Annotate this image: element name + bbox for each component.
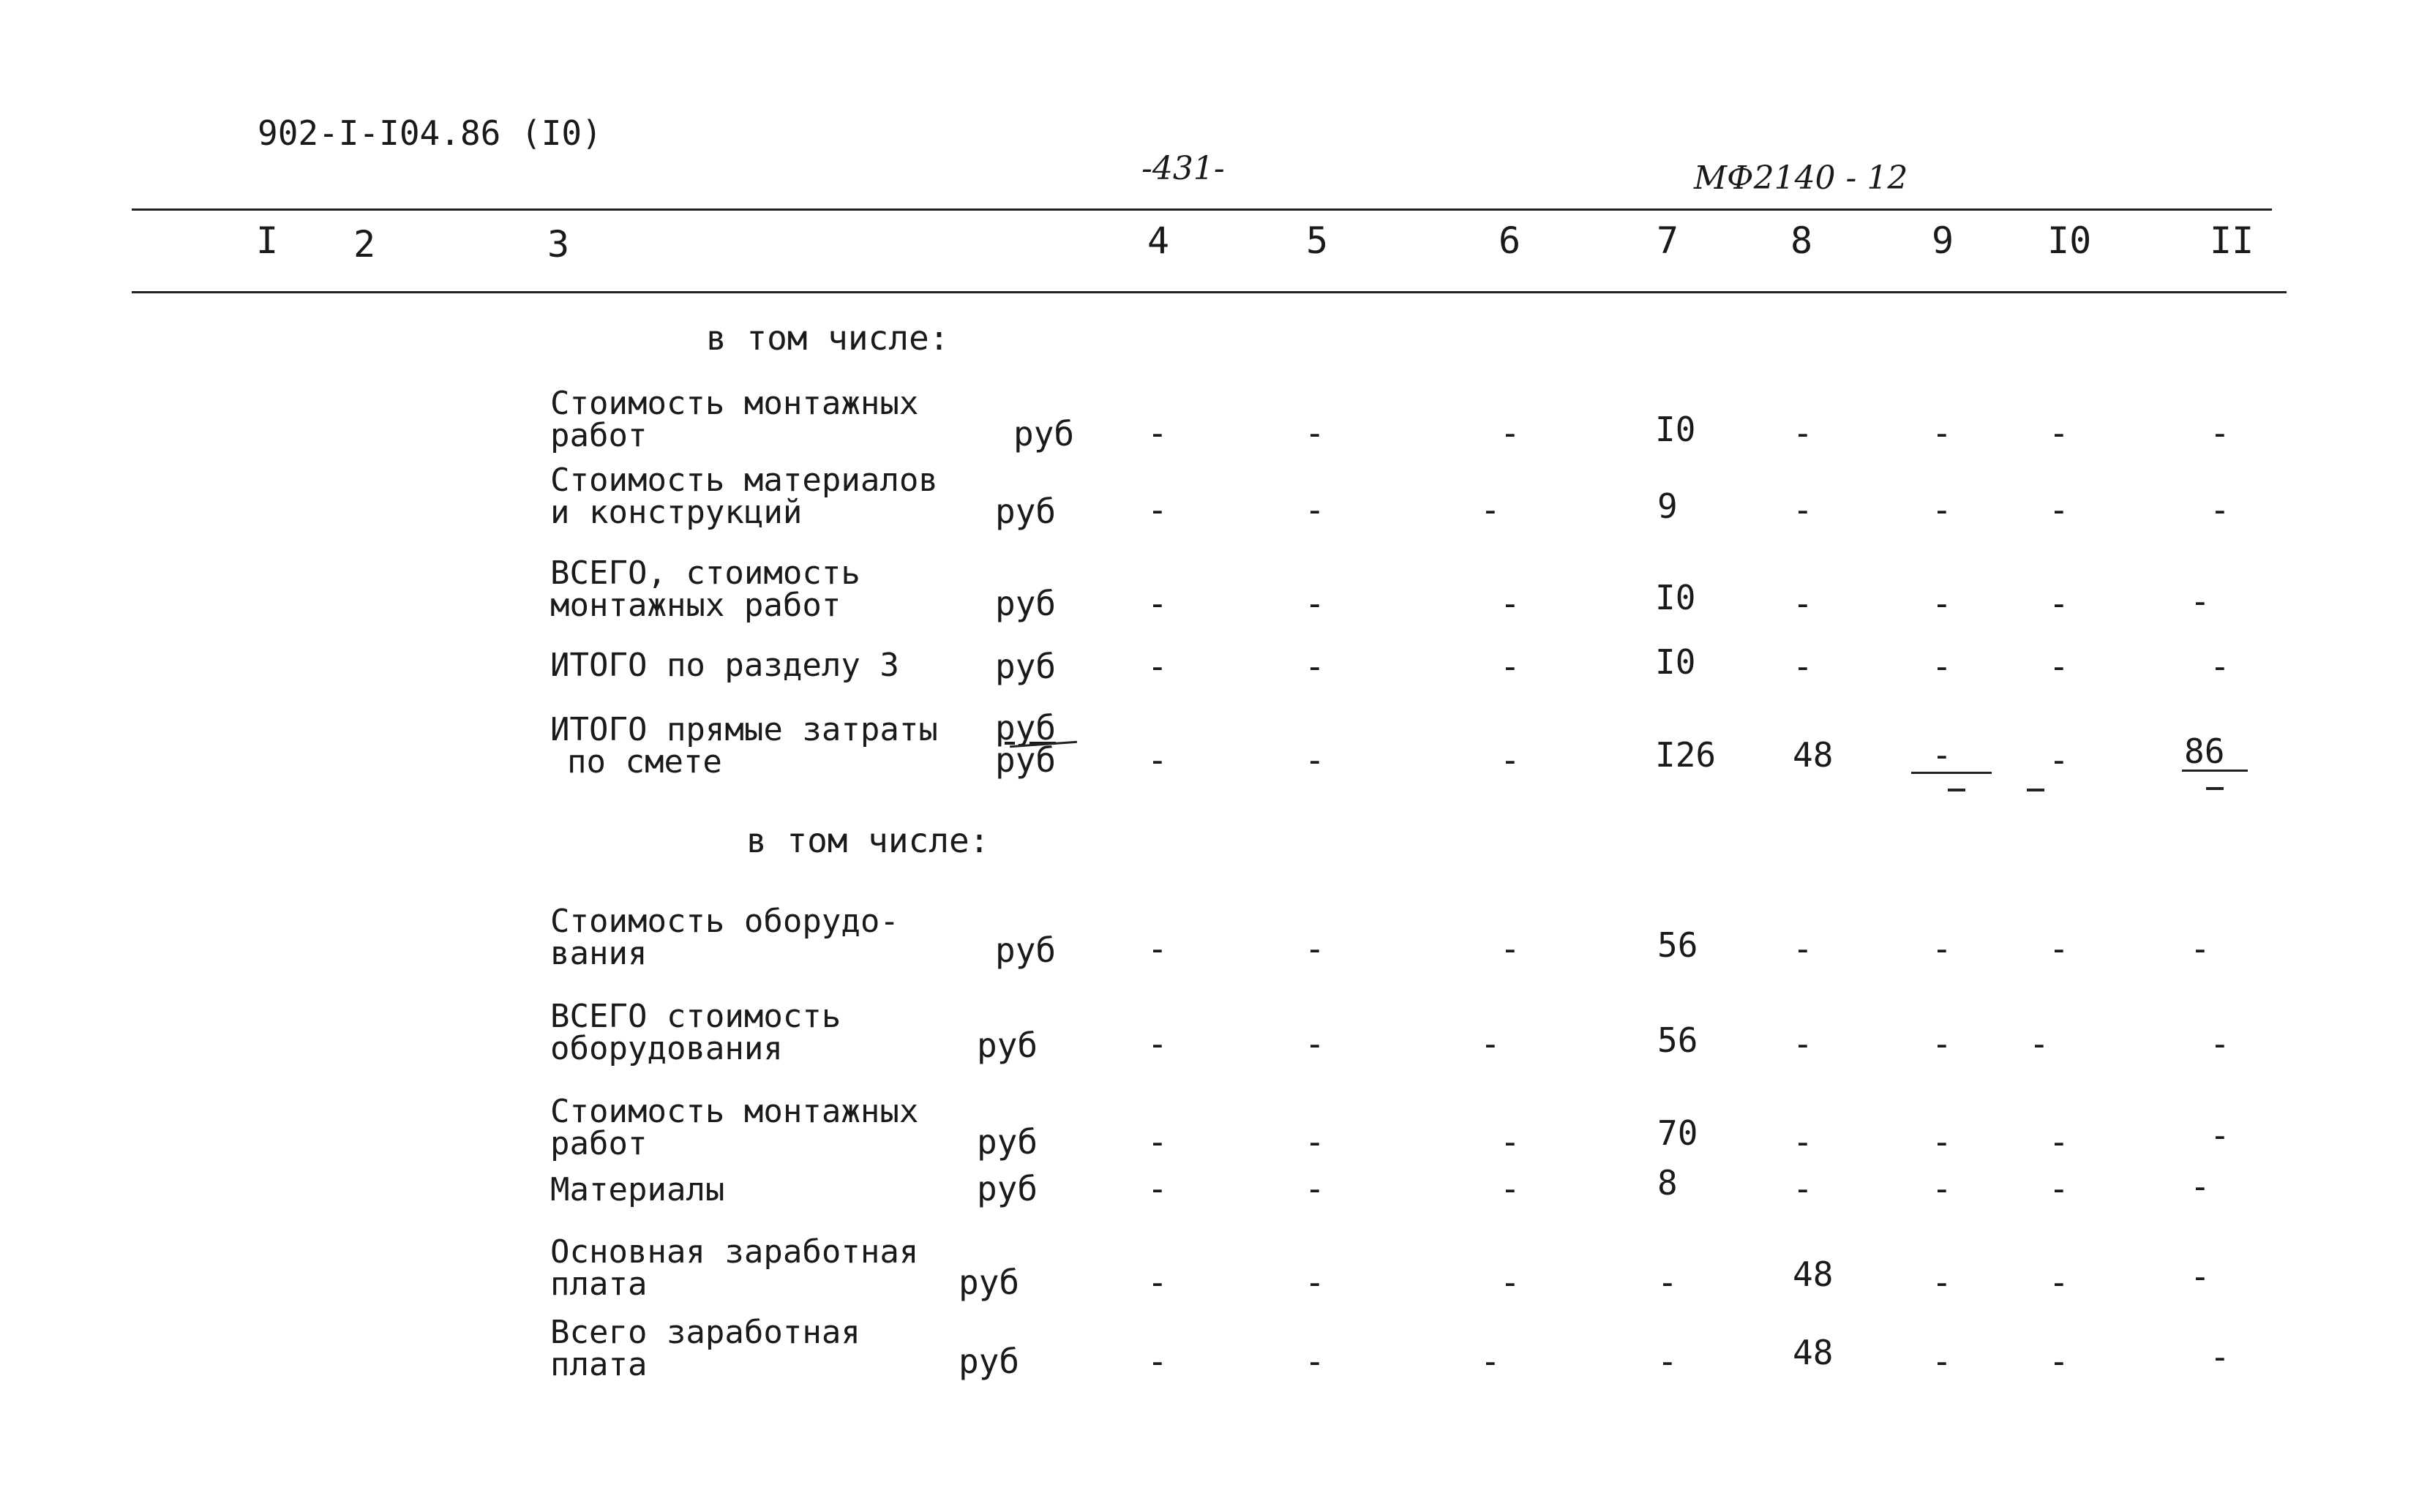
cell-col10: - — [2049, 413, 2069, 453]
cell-col7: - — [1657, 1342, 1678, 1381]
cell-col6: - — [1500, 1169, 1520, 1208]
row-unit: руб — [995, 708, 1057, 748]
row-unit: руб — [959, 1263, 1020, 1302]
cell-col4: - — [1147, 929, 1168, 968]
cell-col7: I26 — [1655, 735, 1717, 775]
cell-col7: 56 — [1657, 1020, 1698, 1060]
cell-col10: - — [2049, 740, 2069, 780]
row-label-line1: ИТОГО по разделу 3 — [550, 647, 899, 684]
row-label-line1: Материалы — [550, 1171, 725, 1208]
cell-col5: - — [1305, 490, 1325, 530]
row-label-line1: Стоимость монтажных — [550, 385, 919, 422]
denominator-dash — [2206, 787, 2224, 790]
cell-col7: 8 — [1657, 1163, 1678, 1203]
cell-col11: - — [2190, 929, 2210, 968]
cell-col11: - — [2210, 1337, 2230, 1377]
column-header-4: 4 — [1147, 219, 1170, 262]
cell-col4: - — [1147, 740, 1168, 780]
column-header-3: 3 — [547, 223, 570, 266]
cell-col5: - — [1305, 1169, 1325, 1208]
fraction-line — [2182, 770, 2248, 772]
row-label-line1: Всего заработная — [550, 1314, 860, 1351]
cell-col8: - — [1793, 490, 1813, 530]
cell-col9: - — [1932, 1122, 1952, 1162]
header-top-rule — [132, 208, 2272, 211]
page-number: -431- — [1141, 150, 1225, 187]
row-label-line2: плата — [550, 1346, 648, 1383]
column-header-5: 5 — [1306, 219, 1329, 262]
row-label-line2: оборудования — [550, 1030, 783, 1067]
cell-col7: I0 — [1655, 642, 1696, 682]
row-label-line1: ИТОГО прямые затраты — [550, 711, 938, 748]
row-unit: руб — [977, 1026, 1038, 1065]
row-label-line2: монтажных работ — [550, 587, 841, 624]
cell-col8: 48 — [1793, 735, 1834, 775]
cell-col9: - — [1932, 1024, 1952, 1064]
cell-col11: - — [2190, 1167, 2210, 1206]
cell-col10: - — [2049, 584, 2069, 623]
cell-col6: - — [1500, 647, 1520, 686]
cell-col10: - — [2049, 647, 2069, 686]
row-label-line1: Стоимость оборудо- — [550, 903, 899, 940]
cell-col6: - — [1500, 413, 1520, 453]
cell-col4: - — [1147, 1169, 1168, 1208]
cell-col6: - — [1500, 1263, 1520, 1302]
cell-col6: - — [1500, 1122, 1520, 1162]
cell-col5: - — [1305, 584, 1325, 623]
column-header-7: 7 — [1657, 219, 1679, 262]
cell-col9: - — [1932, 584, 1952, 623]
column-header-10: I0 — [2047, 219, 2092, 262]
row-unit: руб — [959, 1342, 1020, 1381]
denominator-dash — [2027, 789, 2044, 791]
cell-col9: - — [1932, 929, 1952, 968]
row-unit: руб — [995, 647, 1057, 686]
denominator-dash — [1948, 789, 1965, 791]
cell-col8: - — [1793, 584, 1813, 623]
subheading-including: в том числе: — [746, 821, 990, 860]
cell-col7: I0 — [1655, 410, 1696, 449]
cell-col4: - — [1147, 1122, 1168, 1162]
cell-col11: - — [2210, 1116, 2230, 1155]
cell-col5: - — [1305, 1122, 1325, 1162]
row-label-line2: плата — [550, 1265, 648, 1303]
row-unit: руб — [995, 492, 1057, 531]
row-unit: руб — [977, 1169, 1038, 1208]
header-bottom-rule — [132, 291, 2287, 293]
cell-col5: - — [1305, 1263, 1325, 1302]
cell-col8: - — [1793, 929, 1813, 968]
cell-col11: - — [2210, 490, 2230, 530]
cell-col7: 56 — [1657, 925, 1698, 965]
subheading-including: в том числе: — [706, 318, 950, 358]
row-unit-secondary: руб — [995, 740, 1057, 780]
row-label-line2: по смете — [567, 743, 722, 781]
cell-col9: - — [1932, 647, 1952, 686]
cell-col10: - — [2049, 1169, 2069, 1208]
cell-col4: - — [1147, 647, 1168, 686]
document-code: 902-I-I04.86 (I0) — [258, 113, 602, 153]
cell-col4: - — [1147, 1024, 1168, 1064]
cell-col4: - — [1147, 413, 1168, 453]
cell-col7: 9 — [1657, 486, 1678, 526]
row-label-line1: Стоимость материалов — [550, 462, 938, 499]
cell-col9: - — [1932, 1263, 1952, 1302]
cell-col10: - — [2049, 490, 2069, 530]
cell-col10: - — [2049, 1263, 2069, 1302]
cell-col11: - — [2210, 647, 2230, 686]
cell-col7: I0 — [1655, 578, 1696, 617]
column-header-11: II — [2210, 219, 2254, 262]
cell-col9: - — [1932, 735, 1952, 775]
cell-col8: - — [1793, 1169, 1813, 1208]
row-label-line2: работ — [550, 417, 648, 454]
cell-col9: - — [1932, 1342, 1952, 1381]
cell-col7: - — [1657, 1263, 1678, 1302]
cell-col11: - — [2190, 582, 2210, 621]
cell-col5: - — [1305, 413, 1325, 453]
cell-col8: - — [1793, 647, 1813, 686]
cell-col10: - — [2049, 1342, 2069, 1381]
cell-col8: 48 — [1793, 1333, 1834, 1372]
cell-col9: - — [1932, 413, 1952, 453]
cell-col5: - — [1305, 1024, 1325, 1064]
cell-col4: - — [1147, 490, 1168, 530]
cell-col10: - — [2049, 929, 2069, 968]
cell-col8: 48 — [1793, 1255, 1834, 1294]
cell-col8: - — [1793, 1122, 1813, 1162]
fraction-line — [1911, 772, 1992, 774]
cell-col8: - — [1793, 1024, 1813, 1064]
cell-col6: - — [1500, 584, 1520, 623]
cell-col4: - — [1147, 584, 1168, 623]
row-label-line2: вания — [550, 935, 648, 972]
row-label-line1: ВСЕГО, стоимость — [550, 554, 860, 592]
cell-col6: - — [1480, 1342, 1501, 1381]
row-label-line2: и конструкций — [550, 494, 803, 531]
row-unit: руб — [995, 930, 1057, 970]
cell-col4: - — [1147, 1263, 1168, 1302]
row-label-line2: работ — [550, 1125, 648, 1162]
cell-col6: - — [1480, 1024, 1501, 1064]
cell-col5: - — [1305, 647, 1325, 686]
cell-col7: 70 — [1657, 1113, 1698, 1153]
cell-col11: - — [2210, 413, 2230, 453]
cell-col4: - — [1147, 1342, 1168, 1381]
cell-col5: - — [1305, 1342, 1325, 1381]
row-unit: руб — [977, 1122, 1038, 1162]
cell-col5: - — [1305, 740, 1325, 780]
cell-col6: - — [1500, 929, 1520, 968]
cell-col5: - — [1305, 929, 1325, 968]
cell-col8: - — [1793, 413, 1813, 453]
cell-col11: 86 — [2184, 731, 2225, 771]
column-header-2: 2 — [353, 223, 376, 266]
cell-col11: - — [2210, 1024, 2230, 1064]
column-header-6: 6 — [1499, 219, 1521, 262]
column-header-1: I — [256, 219, 279, 262]
row-label-line1: Основная заработная — [550, 1233, 919, 1271]
column-header-9: 9 — [1932, 219, 1954, 262]
cell-col10: - — [2029, 1024, 2049, 1064]
cell-col9: - — [1932, 1169, 1952, 1208]
row-label-line1: Стоимость монтажных — [550, 1093, 919, 1130]
row-label-line1: ВСЕГО стоимость — [550, 998, 841, 1035]
cell-col9: - — [1932, 490, 1952, 530]
cell-col10: - — [2049, 1122, 2069, 1162]
handwritten-reference: МФ2140 - 12 — [1694, 159, 1908, 197]
row-unit: руб — [995, 584, 1057, 623]
cell-col11: - — [2190, 1257, 2210, 1296]
row-unit: руб — [1013, 414, 1075, 454]
column-header-8: 8 — [1790, 219, 1813, 262]
cell-col6: - — [1480, 490, 1501, 530]
cell-col6: - — [1500, 740, 1520, 780]
